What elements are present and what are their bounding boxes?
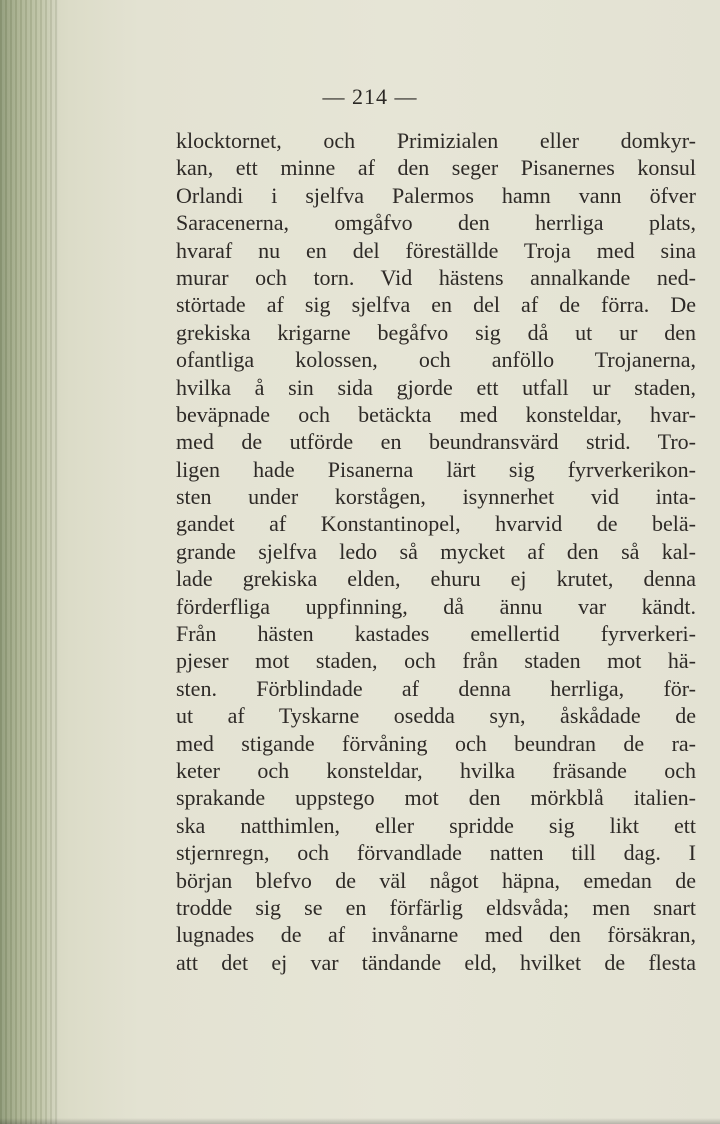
text-line: Från hästen kastades emellertid fyrverkeri- (176, 621, 696, 647)
text-line: grekiska krigarne begåfvo sig då ut ur den (176, 319, 696, 345)
text-line: beväpnade och betäckta med konsteldar, hvar- (176, 401, 696, 427)
page-bottom-edge (0, 1118, 720, 1124)
text-line: början blefvo de väl något häpna, emedan de (176, 867, 696, 893)
text-line: trodde sig se en förfärlig eldsvåda; men snart (176, 894, 696, 920)
text-line: Orlandi i sjelfva Palermos hamn vann öfver (176, 182, 696, 208)
text-line: ut af Tyskarne osedda syn, åskådade de (176, 703, 696, 729)
text-line: sten. Förblindade af denna herrliga, för- (176, 675, 696, 701)
text-line: murar och torn. Vid hästens annalkande ned- (176, 264, 696, 290)
text-line: Saracenerna, omgåfvo den herrliga plats, (176, 210, 696, 236)
text-line: störtade af sig sjelfva en del af de förra. De (176, 292, 696, 318)
text-line: ska natthimlen, eller spridde sig likt ett (176, 812, 696, 838)
text-line: sten under korstågen, isynnerhet vid inta- (176, 484, 696, 510)
text-line: kan, ett minne af den seger Pisanernes konsul (176, 155, 696, 181)
text-line: gandet af Konstantinopel, hvarvid de belä- (176, 511, 696, 537)
book-spine-shadow (0, 0, 58, 1124)
text-line: förderfliga uppfinning, då ännu var kändt. (176, 593, 696, 619)
text-line: ofantliga kolossen, och anföllo Trojanerna, (176, 347, 696, 373)
text-line: grande sjelfva ledo så mycket af den så kal- (176, 538, 696, 564)
text-line: pjeser mot staden, och från staden mot hä- (176, 648, 696, 674)
text-line: hvilka å sin sida gjorde ett utfall ur staden, (176, 374, 696, 400)
body-text (176, 127, 696, 976)
text-line: med stigande förvåning och beundran de ra- (176, 730, 696, 756)
text-line: keter och konsteldar, hvilka fräsande och (176, 757, 696, 783)
text-line: med de utförde en beundransvärd strid. Tro- (176, 429, 696, 455)
text-line: sprakande uppstego mot den mörkblå italien- (176, 785, 696, 811)
text-line: ligen hade Pisanerna lärt sig fyrverkerikon- (176, 456, 696, 482)
text-line: klocktornet, och Primizialen eller domkyr- (176, 128, 696, 153)
text-line: lugnades de af invånarne med den försäkran, (176, 922, 696, 948)
page-number: — 214 — (322, 84, 418, 109)
text-line: hvaraf nu en del föreställde Troja med sina (176, 237, 696, 263)
text-line: lade grekiska elden, ehuru ej krutet, denna (176, 566, 696, 592)
text-line: stjernregn, och förvandlade natten till dag. I (176, 840, 696, 866)
text-line: att det ej var tändande eld, hvilket de flesta (176, 949, 696, 975)
